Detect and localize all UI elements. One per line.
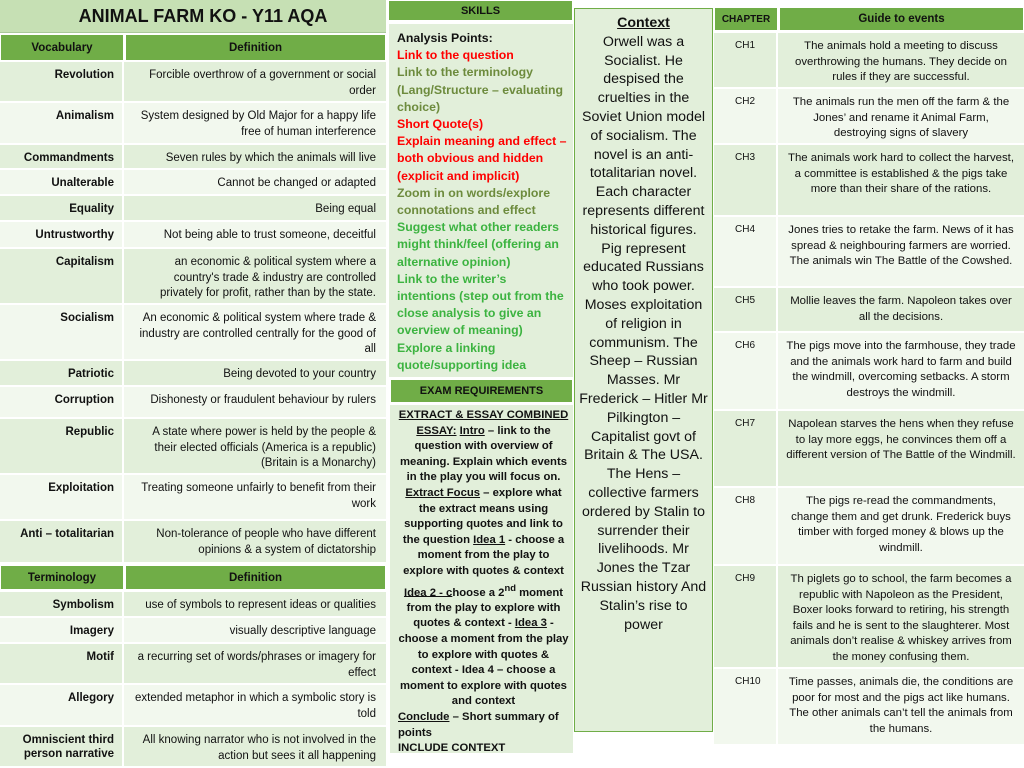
vocab-definition: A state where power is held by the people & their elected officials (America is a republic) (Britain is a Monarchy) — [152, 426, 376, 469]
vocab-definition: Forcible overthrow of a government or social order — [149, 69, 376, 97]
exam-footer: INCLUDE CONTEXT — [398, 742, 506, 755]
term-row-symbolism — [0, 592, 386, 617]
chapter-row-5 — [714, 288, 1024, 332]
vocab-row-socialism — [0, 305, 386, 360]
vocab-row-capitalism — [0, 249, 386, 304]
vocab-term: Corruption — [0, 387, 124, 417]
term-definition: visually descriptive language — [229, 625, 376, 637]
term-definition: use of symbols to represent ideas or qualities — [145, 599, 376, 611]
exam-idea2-text-b: moment from the play to explore with quotes & context - — [406, 586, 564, 630]
term-row-omniscient-narrator — [0, 727, 386, 767]
vocab-term: Commandments — [0, 145, 124, 168]
skill-explain-meaning: Explain meaning and effect – both obvious and hidden (explicit and implicit) — [397, 134, 567, 183]
exam-conclusion — [398, 710, 569, 741]
skill-link-question: Link to the question — [397, 48, 514, 63]
page-title: ANIMAL FARM KO - Y11 AQA — [0, 0, 386, 33]
exam-idea2-sup: nd — [504, 581, 516, 593]
chapter-events: The pigs re-read the commandments, change them and get drunk. Frederick buys timber with forged money & blows up the windmill. — [791, 495, 1011, 554]
vocab-row-exploitation — [0, 475, 386, 520]
vocab-row-patriotic — [0, 361, 386, 386]
chapter-row-8 — [714, 488, 1024, 565]
chapter-label: CH5 — [714, 288, 778, 331]
chapter-events: Jones tries to retake the farm. News of it has spread & neighbouring farmers are worried. The animals win The Battle of the Cowshed. — [788, 224, 1014, 268]
vocab-term: Animalism — [0, 103, 124, 143]
exam-idea3-text: - choose a moment from the play to explore with quotes & context - Idea 4 – choose a moment to explore with quotes and context — [398, 617, 569, 708]
chapter-row-10 — [714, 669, 1024, 745]
skills-intro: Analysis Points: — [397, 31, 493, 45]
vocab-term: Capitalism — [0, 249, 124, 303]
vocab-term: Exploitation — [0, 475, 124, 519]
exam-conclusion-label: Conclude — [398, 711, 450, 724]
skill-zoom-in: Zoom in on words/explore connotations and effect — [397, 185, 551, 218]
exam-conclusion-text: – Short summary of points — [398, 711, 559, 739]
vocab-definition: Cannot be changed or adapted — [217, 177, 376, 189]
chapter-label: CH2 — [714, 89, 778, 143]
vocab-row-anti-totalitarian — [0, 521, 386, 563]
exam-requirements-panel — [390, 405, 573, 753]
term-definition: a recurring set of words/phrases or imagery for effect — [137, 651, 376, 679]
exam-idea2-label: Idea 2 - c — [403, 586, 453, 599]
term-name: Symbolism — [0, 592, 124, 616]
vocab-term: Patriotic — [0, 361, 124, 385]
vocabulary-definition-header: Definition — [125, 34, 386, 61]
skill-link-terminology: Link to the terminology (Lang/Structure – evaluating choice) — [397, 65, 564, 114]
chapter-events: Napolean starves the hens when they refuse to lay more eggs, he convinces them off a different version of The Battle of the Windmill. — [786, 418, 1016, 462]
term-definition: extended metaphor in which a symbolic story is told — [135, 692, 376, 720]
chapter-events: Th piglets go to school, the farm becomes a republic with Napoleon as the President, Boxer looks forward to retiring, his strength fails and he is sent to the slaughterer. Most animals don’t realise & whiskey arrives from the money confusing them. — [790, 573, 1012, 663]
vocab-row-animalism — [0, 103, 386, 144]
term-row-allegory — [0, 685, 386, 726]
events-header: Guide to events — [779, 7, 1024, 31]
skill-writer-intentions: Link to the writer’s intentions (step out from the close analysis to give an overview of meaning) — [397, 271, 564, 338]
chapter-events: Time passes, animals die, the conditions are poor for most and the pigs act like humans. The other animals can’t tell the animals from the humans. — [788, 676, 1014, 735]
exam-requirements-header: EXAM REQUIREMENTS — [390, 379, 573, 403]
vocab-row-equality — [0, 196, 386, 221]
exam-idea2-text-a: hoose a 2 — [452, 586, 505, 599]
terminology-definition-header: Definition — [125, 565, 386, 590]
chapter-label: CH1 — [714, 33, 778, 87]
term-row-imagery — [0, 618, 386, 643]
chapter-events: Mollie leaves the farm. Napoleon takes over all the decisions. — [790, 295, 1012, 323]
term-name: Omniscient third person narrative — [0, 727, 124, 766]
exam-idea1-text: - choose a moment from the play to explore with quotes & context — [403, 533, 565, 577]
terminology-header: Terminology — [0, 565, 124, 590]
vocab-term: Revolution — [0, 62, 124, 101]
chapter-label: CH9 — [714, 566, 778, 667]
chapter-label: CH4 — [714, 217, 778, 286]
chapter-events: The animals work hard to collect the harvest, a committee is established & the pigs take more than their share of the rations. — [787, 152, 1015, 196]
context-panel — [574, 8, 713, 732]
chapter-events: The animals hold a meeting to discuss overthrowing the humans. They decide on rules if they are successful. — [795, 40, 1007, 84]
chapter-label: CH6 — [714, 333, 778, 409]
vocab-term: Socialism — [0, 305, 124, 359]
vocab-definition: Not being able to trust someone, deceitful — [163, 229, 376, 241]
vocab-definition: Non-tolerance of people who have different opinions & a system of dictatorship — [156, 528, 376, 556]
chapter-row-9 — [714, 566, 1024, 668]
vocab-term: Republic — [0, 419, 124, 473]
vocab-definition: Being equal — [315, 203, 376, 215]
vocabulary-header: Vocabulary — [0, 34, 124, 61]
vocab-definition: Being devoted to your country — [223, 368, 376, 380]
term-name: Imagery — [0, 618, 124, 642]
vocab-definition: Treating someone unfairly to benefit from their work — [141, 482, 376, 510]
vocab-definition: an economic & political system where a country's trade & industry are controlled privately for profit, rather than by the state. — [159, 256, 376, 299]
vocab-row-untrustworthy — [0, 222, 386, 248]
term-row-motif — [0, 644, 386, 684]
vocab-row-republic — [0, 419, 386, 474]
vocab-row-unalterable — [0, 170, 386, 195]
skill-short-quotes: Short Quote(s) — [397, 117, 484, 132]
exam-idea1-label: Idea 1 — [473, 533, 506, 546]
chapter-row-6 — [714, 333, 1024, 410]
skills-panel — [389, 24, 573, 377]
chapter-row-7 — [714, 411, 1024, 487]
vocab-definition: System designed by Old Major for a happy life free of human interference — [140, 110, 376, 138]
vocab-row-commandments — [0, 145, 386, 169]
chapter-row-3 — [714, 145, 1024, 216]
exam-idea3-label: Idea 3 — [514, 617, 547, 630]
exam-focus-text: – explore what the extract means using supporting quotes and link to the question — [402, 486, 563, 546]
vocab-row-revolution — [0, 62, 386, 102]
skills-header: SKILLS — [388, 0, 573, 21]
context-body: Orwell was a Socialist. He despised the cruelties in the Soviet Union model of socialism. The novel is an anti-totalitarian novel. Each character represents different historical figures. Pig represent educated Russians who took power. Moses exploitation of religion in communism. The Sheep – Russian Masses. Mr Frederick – Hitler Mr Pilkington – Capitalist govt of Britain & The USA. The Hens – collective farmers ordered by Stalin to surrender their livelihoods. Mr Jones the Tzar Russian history And Stalin’s rise to power — [579, 33, 708, 633]
term-name: Motif — [0, 644, 124, 683]
vocab-definition: An economic & political system where trade & industry are controlled centrally for the good of all — [139, 312, 376, 355]
vocab-definition: Dishonesty or fraudulent behaviour by rulers — [150, 394, 376, 406]
term-definition: All knowing narrator who is not involved in the action but sees it all happening — [142, 734, 376, 762]
vocab-term: Unalterable — [0, 170, 124, 194]
chapter-label: CH10 — [714, 669, 778, 744]
chapter-label: CH8 — [714, 488, 778, 564]
exam-heading: EXTRACT & ESSAY COMBINED ESSAY: — [398, 409, 569, 437]
vocab-definition: Seven rules by which the animals will live — [165, 152, 376, 164]
vocab-term: Equality — [0, 196, 124, 220]
skill-alternative-opinion: Suggest what other readers might think/feel (offering an alternative opinion) — [397, 220, 559, 269]
chapter-row-2 — [714, 89, 1024, 144]
vocab-term: Anti – totalitarian — [0, 521, 124, 562]
context-title: Context — [617, 15, 670, 31]
term-name: Allegory — [0, 685, 124, 725]
chapter-label: CH3 — [714, 145, 778, 215]
chapter-row-4 — [714, 217, 1024, 287]
vocab-term: Untrustworthy — [0, 222, 124, 247]
chapter-header: CHAPTER — [714, 7, 778, 31]
vocab-row-corruption — [0, 387, 386, 418]
chapter-label: CH7 — [714, 411, 778, 486]
chapter-events: The animals run the men off the farm & the Jones’ and rename it Animal Farm, destroying signs of slavery — [792, 96, 1010, 140]
chapter-events: The pigs move into the farmhouse, they trade and the animals work hard to farm and build the windmill, overcoming setbacks. A storm destroys the windmill. — [786, 340, 1016, 399]
skill-linking-quote: Explore a linking quote/supporting idea — [397, 340, 527, 372]
exam-intro-text: – link to the question with overview of meaning. Explain which events in the play you will focus on. — [400, 424, 567, 484]
exam-intro-label: Intro — [459, 424, 485, 437]
exam-focus-label: Extract Focus — [405, 486, 481, 499]
chapter-row-1 — [714, 33, 1024, 88]
